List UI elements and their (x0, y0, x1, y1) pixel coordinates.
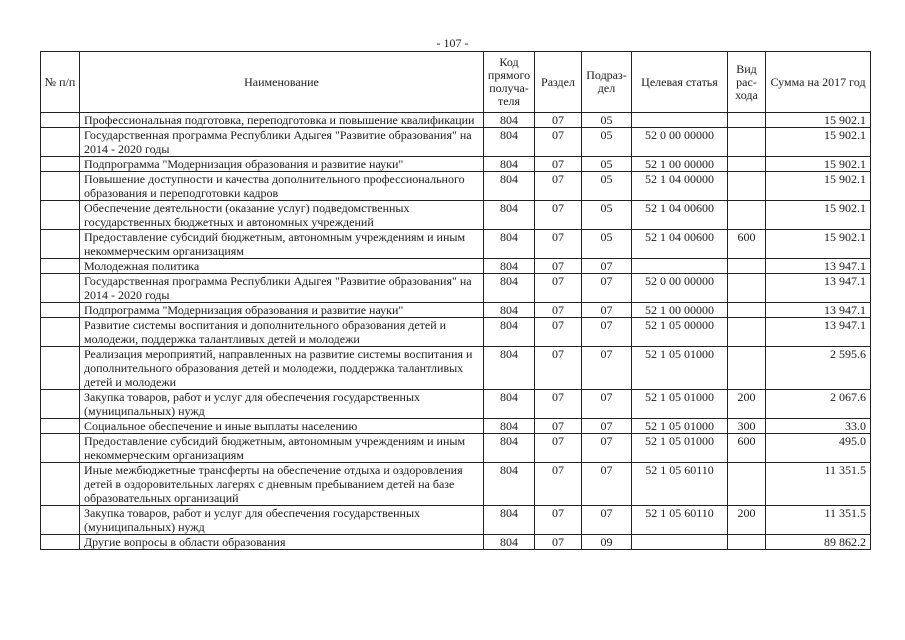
row-name-cell: Молодежная политика (80, 259, 484, 274)
row-subsection-cell: 07 (582, 259, 632, 274)
row-target-cell (632, 113, 728, 128)
row-target-cell: 52 1 05 01000 (632, 419, 728, 434)
row-section-cell: 07 (535, 419, 582, 434)
row-code-cell: 804 (484, 390, 535, 419)
row-num-cell (41, 259, 80, 274)
table-row (41, 274, 871, 303)
row-name-cell: Предоставление субсидий бюджетным, автономным учреждениям и иным некоммерческим организациям (80, 230, 484, 259)
row-num-cell (41, 128, 80, 157)
row-num-cell (41, 419, 80, 434)
row-section-cell: 07 (535, 259, 582, 274)
row-sum-cell: 15 902.1 (766, 113, 871, 128)
row-name-cell: Подпрограмма "Модернизация образования и развитие науки" (80, 157, 484, 172)
row-kind-cell (728, 303, 766, 318)
row-code-cell: 804 (484, 259, 535, 274)
row-code-cell: 804 (484, 434, 535, 463)
row-name-cell: Подпрограмма "Модернизация образования и развитие науки" (80, 303, 484, 318)
row-code-cell: 804 (484, 128, 535, 157)
row-kind-cell (728, 535, 766, 550)
table-row (41, 434, 871, 463)
row-subsection-cell: 05 (582, 201, 632, 230)
row-sum-cell: 15 902.1 (766, 230, 871, 259)
row-subsection-cell: 07 (582, 318, 632, 347)
row-subsection-cell: 05 (582, 172, 632, 201)
row-name-cell: Закупка товаров, работ и услуг для обеспечения государственных (муниципальных) нужд (80, 390, 484, 419)
table-row (41, 113, 871, 128)
row-section-cell: 07 (535, 506, 582, 535)
row-target-cell: 52 1 04 00600 (632, 230, 728, 259)
row-name-cell: Профессиональная подготовка, переподготовка и повышение квалификации (80, 113, 484, 128)
row-num-cell (41, 303, 80, 318)
row-num-cell (41, 274, 80, 303)
header-section: Раздел (535, 52, 582, 113)
row-code-cell: 804 (484, 463, 535, 506)
row-num-cell (41, 434, 80, 463)
row-num-cell (41, 201, 80, 230)
row-section-cell: 07 (535, 347, 582, 390)
row-code-cell: 804 (484, 506, 535, 535)
row-sum-cell: 15 902.1 (766, 172, 871, 201)
row-target-cell: 52 1 05 60110 (632, 463, 728, 506)
row-section-cell: 07 (535, 434, 582, 463)
row-target-cell: 52 1 00 00000 (632, 157, 728, 172)
header-kind: Вид рас-хода (728, 52, 766, 113)
row-section-cell: 07 (535, 535, 582, 550)
row-code-cell: 804 (484, 274, 535, 303)
table-row (41, 463, 871, 506)
header-name: Наименование (80, 52, 484, 113)
table-row (41, 230, 871, 259)
table-row (41, 128, 871, 157)
row-sum-cell: 2 595.6 (766, 347, 871, 390)
row-subsection-cell: 07 (582, 390, 632, 419)
row-section-cell: 07 (535, 390, 582, 419)
row-target-cell: 52 0 00 00000 (632, 274, 728, 303)
row-section-cell: 07 (535, 230, 582, 259)
row-num-cell (41, 390, 80, 419)
row-num-cell (41, 113, 80, 128)
row-num-cell (41, 463, 80, 506)
row-sum-cell: 15 902.1 (766, 157, 871, 172)
row-sum-cell: 13 947.1 (766, 303, 871, 318)
row-num-cell (41, 230, 80, 259)
table-row (41, 506, 871, 535)
header-target: Целевая статья (632, 52, 728, 113)
row-kind-cell (728, 128, 766, 157)
row-kind-cell (728, 113, 766, 128)
table-row (41, 172, 871, 201)
row-num-cell (41, 535, 80, 550)
header-code: Код прямого получа-теля (484, 52, 535, 113)
row-sum-cell: 13 947.1 (766, 259, 871, 274)
row-target-cell: 52 1 05 01000 (632, 390, 728, 419)
row-subsection-cell: 07 (582, 434, 632, 463)
row-target-cell (632, 535, 728, 550)
row-code-cell: 804 (484, 230, 535, 259)
table-row (41, 259, 871, 274)
row-code-cell: 804 (484, 113, 535, 128)
row-subsection-cell: 05 (582, 230, 632, 259)
row-target-cell: 52 1 05 60110 (632, 506, 728, 535)
row-subsection-cell: 05 (582, 157, 632, 172)
row-name-cell: Государственная программа Республики Адыгея "Развитие образования" на 2014 - 2020 годы (80, 128, 484, 157)
row-kind-cell (728, 172, 766, 201)
row-num-cell (41, 172, 80, 201)
row-target-cell: 52 1 00 00000 (632, 303, 728, 318)
row-kind-cell: 200 (728, 390, 766, 419)
table-row (41, 303, 871, 318)
row-kind-cell (728, 157, 766, 172)
row-subsection-cell: 07 (582, 303, 632, 318)
row-name-cell: Предоставление субсидий бюджетным, автономным учреждениям и иным некоммерческим организациям (80, 434, 484, 463)
row-kind-cell (728, 318, 766, 347)
row-num-cell (41, 506, 80, 535)
row-name-cell: Реализация мероприятий, направленных на развитие системы воспитания и дополнительного образования детей и молодежи, поддержка талантливых детей и молодежи (80, 347, 484, 390)
row-subsection-cell: 07 (582, 419, 632, 434)
row-name-cell: Социальное обеспечение и иные выплаты населению (80, 419, 484, 434)
row-section-cell: 07 (535, 113, 582, 128)
row-kind-cell (728, 259, 766, 274)
table-header-row (41, 52, 871, 113)
row-code-cell: 804 (484, 318, 535, 347)
row-subsection-cell: 07 (582, 274, 632, 303)
row-kind-cell (728, 201, 766, 230)
row-target-cell: 52 0 00 00000 (632, 128, 728, 157)
row-target-cell: 52 1 04 00000 (632, 172, 728, 201)
page-number: - 107 - (436, 36, 469, 50)
table-row (41, 157, 871, 172)
row-kind-cell (728, 347, 766, 390)
row-section-cell: 07 (535, 274, 582, 303)
row-section-cell: 07 (535, 172, 582, 201)
table-row (41, 347, 871, 390)
row-name-cell: Другие вопросы в области образования (80, 535, 484, 550)
row-kind-cell: 200 (728, 506, 766, 535)
row-code-cell: 804 (484, 303, 535, 318)
row-section-cell: 07 (535, 201, 582, 230)
row-num-cell (41, 347, 80, 390)
row-code-cell: 804 (484, 347, 535, 390)
row-section-cell: 07 (535, 157, 582, 172)
row-name-cell: Государственная программа Республики Адыгея "Развитие образования" на 2014 - 2020 годы (80, 274, 484, 303)
row-sum-cell: 13 947.1 (766, 318, 871, 347)
row-target-cell: 52 1 05 01000 (632, 347, 728, 390)
row-code-cell: 804 (484, 201, 535, 230)
row-name-cell: Развитие системы воспитания и дополнительного образования детей и молодежи, поддержка талантливых детей и молодежи (80, 318, 484, 347)
row-kind-cell: 600 (728, 230, 766, 259)
row-sum-cell: 11 351.5 (766, 506, 871, 535)
row-code-cell: 804 (484, 157, 535, 172)
row-num-cell (41, 318, 80, 347)
row-section-cell: 07 (535, 303, 582, 318)
row-section-cell: 07 (535, 318, 582, 347)
row-target-cell: 52 1 05 00000 (632, 318, 728, 347)
row-subsection-cell: 09 (582, 535, 632, 550)
row-sum-cell: 15 902.1 (766, 201, 871, 230)
row-code-cell: 804 (484, 419, 535, 434)
row-code-cell: 804 (484, 535, 535, 550)
table-row (41, 390, 871, 419)
budget-table (40, 51, 871, 550)
row-sum-cell: 33.0 (766, 419, 871, 434)
row-target-cell: 52 1 05 01000 (632, 434, 728, 463)
row-subsection-cell: 07 (582, 347, 632, 390)
header-num: № п/п (41, 52, 80, 113)
row-sum-cell: 495.0 (766, 434, 871, 463)
row-section-cell: 07 (535, 128, 582, 157)
row-subsection-cell: 07 (582, 506, 632, 535)
row-kind-cell (728, 274, 766, 303)
row-sum-cell: 89 862.2 (766, 535, 871, 550)
row-kind-cell: 300 (728, 419, 766, 434)
row-target-cell: 52 1 04 00600 (632, 201, 728, 230)
row-name-cell: Иные межбюджетные трансферты на обеспечение отдыха и оздоровления детей в оздоровительных лагерях с дневным пребыванием детей на базе образовательных организаций (80, 463, 484, 506)
table-row (41, 318, 871, 347)
row-kind-cell (728, 463, 766, 506)
table-row (41, 419, 871, 434)
row-num-cell (41, 157, 80, 172)
row-section-cell: 07 (535, 463, 582, 506)
row-subsection-cell: 05 (582, 113, 632, 128)
row-name-cell: Повышение доступности и качества дополнительного профессионального образования и переподготовки кадров (80, 172, 484, 201)
row-name-cell: Закупка товаров, работ и услуг для обеспечения государственных (муниципальных) нужд (80, 506, 484, 535)
row-sum-cell: 13 947.1 (766, 274, 871, 303)
row-kind-cell: 600 (728, 434, 766, 463)
table-row (41, 535, 871, 550)
row-target-cell (632, 259, 728, 274)
header-subsection: Подраз-дел (582, 52, 632, 113)
row-sum-cell: 11 351.5 (766, 463, 871, 506)
row-name-cell: Обеспечение деятельности (оказание услуг) подведомственных государственных бюджетных и автономных учреждений (80, 201, 484, 230)
row-sum-cell: 15 902.1 (766, 128, 871, 157)
row-subsection-cell: 05 (582, 128, 632, 157)
header-sum: Сумма на 2017 год (766, 52, 871, 113)
table-row (41, 201, 871, 230)
row-subsection-cell: 07 (582, 463, 632, 506)
row-sum-cell: 2 067.6 (766, 390, 871, 419)
row-code-cell: 804 (484, 172, 535, 201)
